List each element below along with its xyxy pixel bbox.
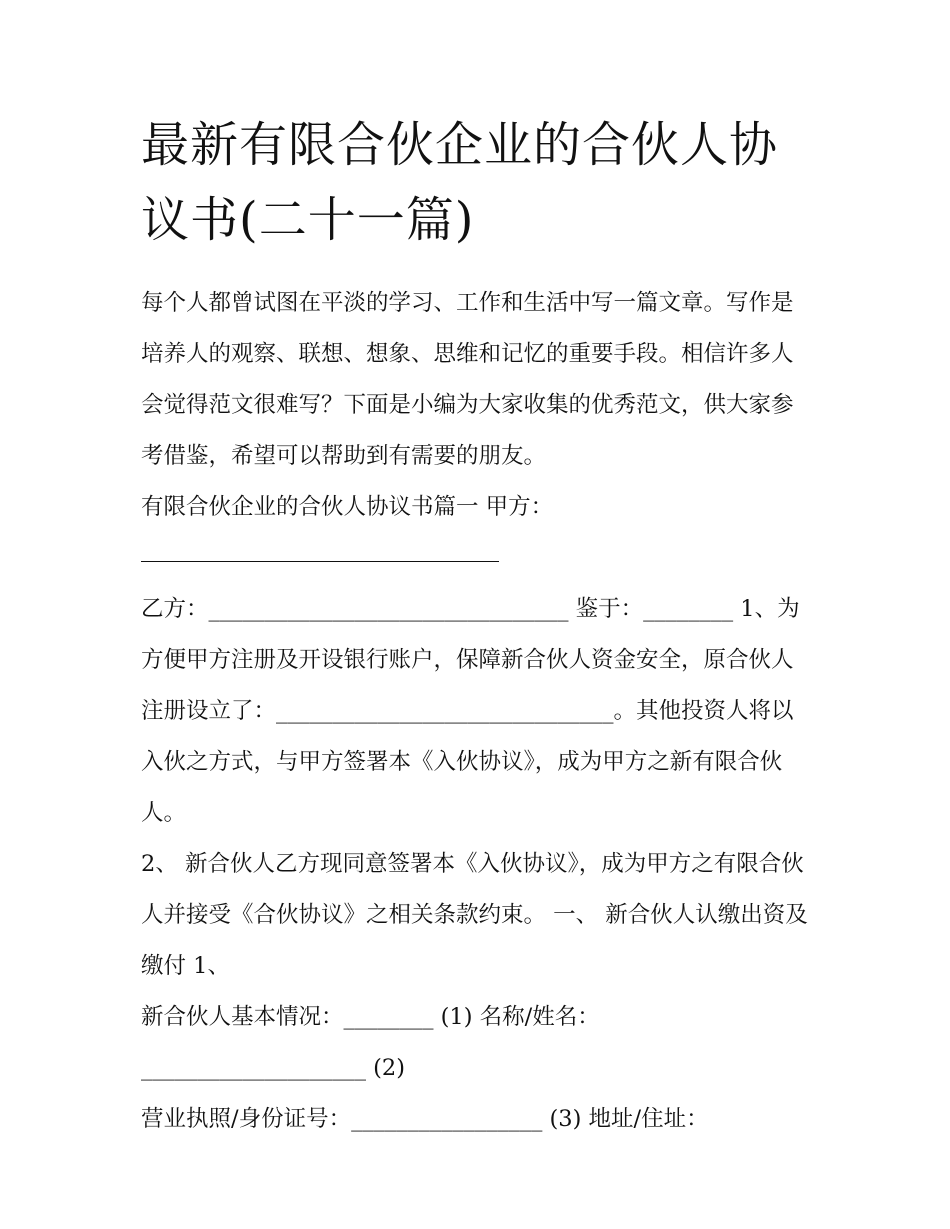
intro-paragraph: 每个人都曾试图在平淡的学习、工作和生活中写一篇文章。写作是培养人的观察、联想、想象、思维和记忆的重要手段。相信许多人会觉得范文很难写？下面是小编为大家收集的优秀范文，供大家参考借鉴，希望可以帮助到有需要的朋友。 bbox=[141, 290, 794, 469]
party-b-paragraph: 乙方：________________________________ 鉴于：________ 1、为方便甲方注册及开设银行账户，保障新合伙人资金安全，原合伙人注册设立了：______________________________。其他投资人将以入伙之方式，与甲方签署本《入伙协议》，成为甲方之新有限合伙人。 bbox=[141, 596, 800, 826]
document-page bbox=[141, 108, 813, 1145]
document-body bbox=[141, 278, 813, 1145]
party-a-line: 有限合伙企业的合伙人协议书篇一 甲方： bbox=[141, 494, 554, 520]
party-a-blank bbox=[141, 533, 499, 562]
document-title: 最新有限合伙企业的合伙人协议书(二十一篇) bbox=[141, 117, 779, 248]
clause-2-paragraph: 2、 新合伙人乙方现同意签署本《入伙协议》，成为甲方之有限合伙人并接受《合伙协议》之相关条款约束。 一、 新合伙人认缴出资及缴付 1、 bbox=[141, 851, 808, 979]
license-id-paragraph: 营业执照/身份证号：_________________ (3) 地址/住址： bbox=[141, 1106, 709, 1132]
partner-info-paragraph: 新合伙人基本情况：________ (1) 名称/姓名：____________________ (2) bbox=[141, 1004, 600, 1081]
